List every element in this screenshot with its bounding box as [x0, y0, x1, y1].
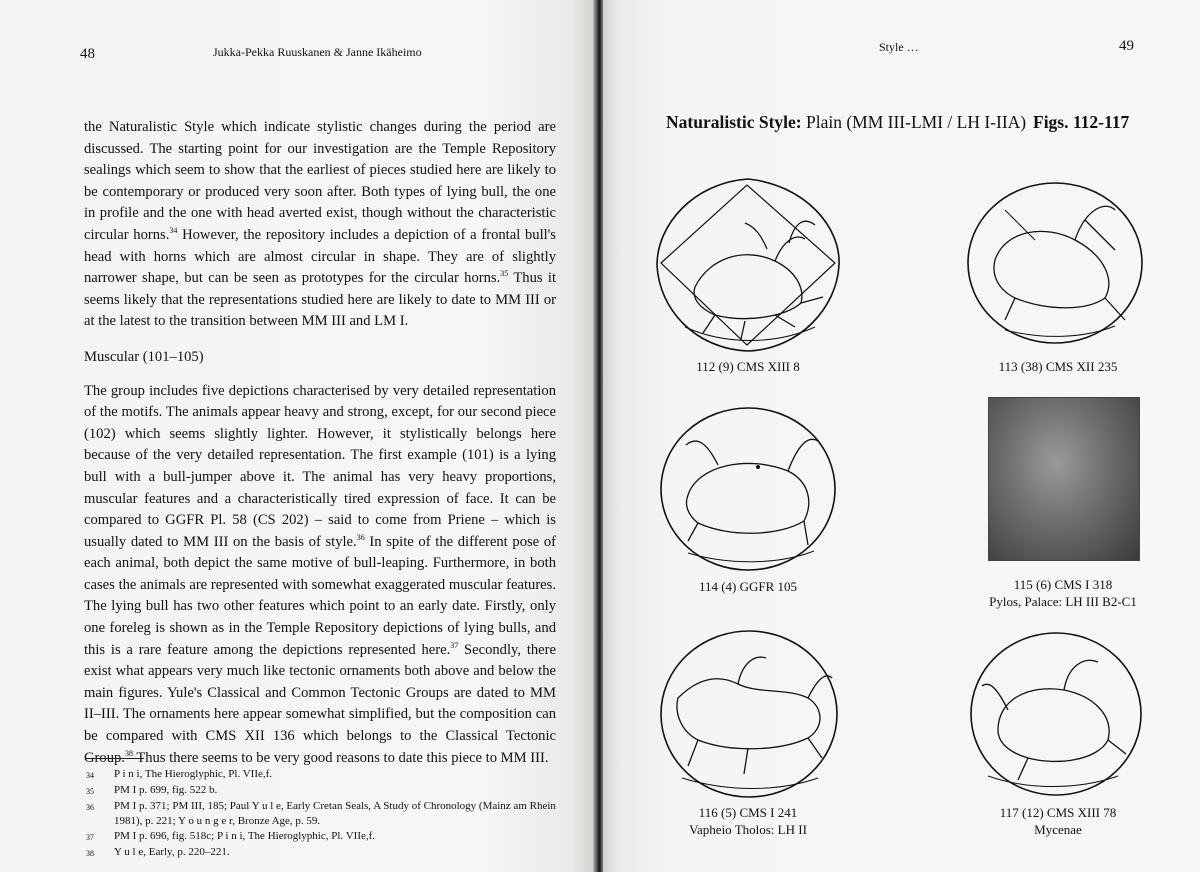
paragraph: The group includes five depictions characterised by very detailed representation of the motifs. The animals appear heavy and strong, except, for our second piece (102) which seems slightly lighter. However, it stylistically belongs here because of the very detailed representation. The first example (101) is a lying bull with a bull-jumper above it. The animal has very heavy proportions, muscular features and a characteristically tired expression of face. It can be compared to GGFR Pl. 58 (CS 202) – said to come from Priene – which is usually dated to MM III on the basis of style.$^{36}$ In spite of the different pose of each animal, both depict the same motive of bull-leaping. Furthermore, in both cases the animals are represented with somewhat exaggerated muscular features. The lying bull has two other features which point to an early date. Firstly, only one foreleg is shown as in the Temple Repository depictions of lying bulls, and this is a rare feature among the depictions represented here.$^{37}$ Secondly, there exist what appears very much like tectonic ornaments both above and below the main figures. Yule's Classical and Common Tectonic Groups are dated to MM II–III. The ornaments here appear somewhat simplified, but the composition can be compared with CMS XII 136 which belongs to the Classical Tectonic Group.$^{38}$ Thus there seems to be very good reasons to date this piece to MM III.: [84, 382, 556, 766]
figure-subcaption: Pylos, Palace: LH III B2-C1: [989, 594, 1137, 609]
figure-caption: 113 (38) CMS XII 235: [998, 359, 1118, 374]
seal-drawing: [968, 630, 1144, 798]
paragraph: the Naturalistic Style which indicate stylistic changes during the period are discussed. The starting point for our investigation are the Temple Repository sealings which seem to show that the earliest of pieces studied here are likely to be contemporary or produced very soon after. Both types of lying bull, the one in profile and the one with head averted exist, though without the characteristic circular horns.$^{34}$ However, the repository includes a depiction of a frontal bull's head with horns which are almost circular in shape. They are of slightly narrower shape, but can be seen as prototypes for the circular horns.$^{35}$ Thus it seems likely that the representations studied here are likely to date to MM III or at the latest to the transition between MM III and LM I.: [84, 119, 556, 330]
figure-caption: 115 (6) CMS I 318: [1013, 577, 1113, 592]
figure-range: Figs. 112-117: [1033, 112, 1130, 132]
figure-subcaption: Mycenae: [1034, 822, 1082, 837]
footnote-ref: 38: [124, 748, 133, 758]
seal-drawing: [658, 405, 838, 573]
footnote: 36 PM I p. 371; PM III, 185; Paul Y u l e, Early Cretan Seals, A Study of Chronology (Mainz am Rhein 1981), p. 221; Y o u n g e r, Bronze Age, p. 59.: [86, 800, 556, 827]
figure-caption: 116 (5) CMS I 241: [698, 805, 798, 820]
right-page: [603, 0, 1200, 872]
running-head: Jukka-Pekka Ruuskanen & Janne Ikäheimo: [213, 45, 422, 59]
seal-drawing: [655, 177, 841, 353]
subheading: Muscular (101–105): [84, 348, 204, 365]
footnotes: [86, 767, 576, 861]
seal-drawing: [965, 180, 1145, 346]
footnote-ref: 37: [450, 640, 459, 650]
footnote-ref: 34: [169, 226, 178, 236]
page-number: 48: [80, 46, 95, 62]
footnote: 35 PM I p. 699, fig. 522 b.: [86, 784, 218, 796]
page-number: 49: [1119, 38, 1134, 54]
figure-caption: 117 (12) CMS XIII 78: [999, 805, 1117, 820]
footnote-ref: 36: [356, 532, 365, 542]
figure-caption: 112 (9) CMS XIII 8: [696, 359, 800, 374]
seal-photograph: [988, 397, 1140, 561]
footnote: 34 P i n i, The Hieroglyphic, Pl. VIIe,f.: [86, 768, 273, 780]
figure-caption: 114 (4) GGFR 105: [698, 579, 798, 594]
figure-subcaption: Vapheio Tholos: LH II: [689, 822, 807, 837]
left-page: [0, 0, 597, 872]
footnote: 38 Y u l e, Early, p. 220–221.: [86, 846, 230, 858]
running-head: Style …: [879, 40, 919, 54]
seal-drawing: [658, 628, 840, 800]
footnote-ref: 35: [500, 269, 509, 279]
footnote: 37 PM I p. 696, fig. 518c; P i n i, The Hieroglyphic, Pl. VIIe,f.: [86, 830, 376, 842]
section-title: Naturalistic Style: Plain (MM III-LMI / LH I-IIA): [666, 112, 1027, 132]
footnote-rule: [86, 758, 144, 759]
body-text: [84, 117, 556, 769]
